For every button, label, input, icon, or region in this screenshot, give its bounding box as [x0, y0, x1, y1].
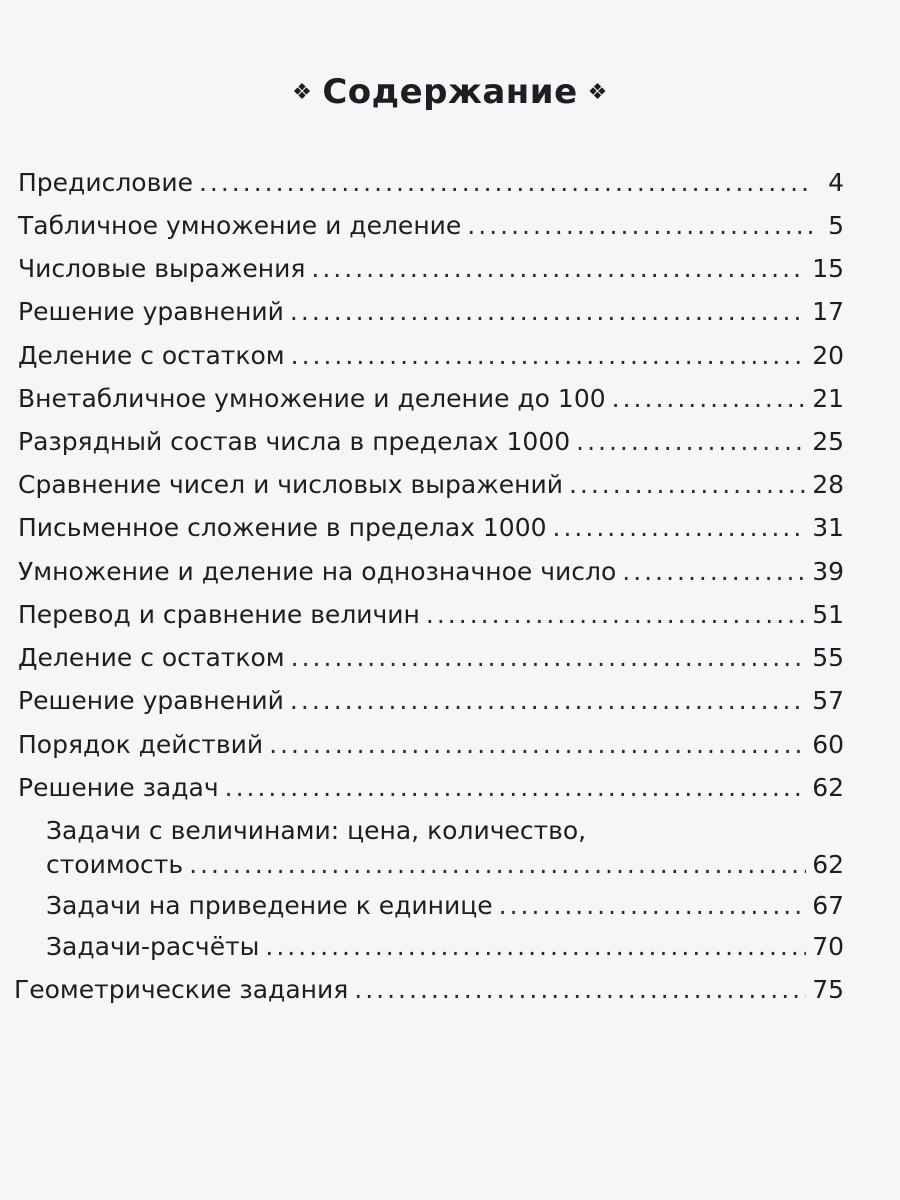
dot-leader [225, 771, 807, 805]
dot-leader [622, 555, 806, 589]
toc-entry [14, 973, 844, 1007]
toc-entry [18, 641, 844, 675]
toc-entry [18, 511, 844, 545]
sub-entry-first-line: Задачи с величинами: цена, количество, [46, 816, 587, 845]
entry-page: 60 [812, 730, 844, 759]
entry-page: 62 [812, 773, 844, 802]
dot-leader [290, 295, 806, 329]
toc-entry [18, 252, 844, 286]
entry-page: 4 [828, 168, 844, 197]
dot-leader [199, 166, 812, 200]
dot-leader [612, 382, 807, 416]
entry-label: Сравнение чисел и числовых выражений [18, 470, 563, 499]
entry-page: 67 [812, 891, 844, 920]
entry-page: 25 [812, 427, 844, 456]
page-title: Содержание [322, 72, 578, 112]
entry-page: 15 [812, 254, 844, 283]
entry-label: Предисловие [18, 168, 193, 197]
toc-entry [18, 295, 844, 329]
dot-leader [269, 728, 806, 762]
entry-page: 57 [812, 686, 844, 715]
entry-page: 51 [812, 600, 844, 629]
toc-entry [18, 382, 844, 416]
toc-entry [18, 771, 844, 805]
dot-leader [426, 598, 806, 632]
dot-leader [576, 425, 806, 459]
toc-sub-entry [46, 930, 844, 964]
toc-entry [18, 728, 844, 762]
toc-entry [18, 425, 844, 459]
entry-label: Порядок действий [18, 730, 264, 759]
entry-page: 21 [812, 384, 844, 413]
entry-page: 39 [812, 557, 844, 586]
dot-leader [189, 848, 806, 882]
entry-page: 55 [812, 643, 844, 672]
toc-entry [18, 468, 844, 502]
entry-label: Внетабличное умножение и деление до 100 [18, 384, 606, 413]
dot-leader [265, 930, 806, 964]
dot-leader [290, 684, 806, 718]
toc-entry [18, 339, 844, 373]
entry-label: стоимость [46, 850, 184, 879]
entry-label: Разрядный состав числа в пределах 1000 [18, 427, 571, 456]
toc-entry [18, 555, 844, 589]
toc-sub-entry [46, 848, 844, 882]
entry-label: Решение задач [18, 773, 219, 802]
ornament-left-icon: ❖ [292, 80, 313, 105]
entry-page: 20 [812, 341, 844, 370]
entry-label: Числовые выражения [18, 254, 306, 283]
entry-page: 5 [828, 211, 844, 240]
entry-label: Умножение и деление на однозначное число [18, 557, 617, 586]
entry-page: 62 [812, 850, 844, 879]
entry-page: 17 [812, 297, 844, 326]
dot-leader [291, 339, 807, 373]
toc-entry [18, 166, 844, 200]
entry-label: Письменное сложение в пределах 1000 [18, 513, 547, 542]
ornament-right-icon: ❖ [587, 80, 608, 105]
dot-leader [553, 511, 807, 545]
entry-label: Деление с остатком [18, 341, 285, 370]
entry-label: Задачи-расчёты [46, 932, 260, 961]
entry-label: Решение уравнений [18, 297, 284, 326]
entry-label: Решение уравнений [18, 686, 284, 715]
entry-page: 28 [812, 470, 844, 499]
entry-page: 75 [812, 975, 844, 1004]
dot-leader [467, 209, 812, 243]
toc-sub-entry [46, 889, 844, 923]
entry-label: Геометрические задания [14, 975, 349, 1004]
entry-label: Табличное умножение и деление [18, 211, 462, 240]
dot-leader [354, 973, 806, 1007]
toc-entry [18, 209, 844, 243]
toc-entry [18, 598, 844, 632]
dot-leader [291, 641, 807, 675]
entry-label: Перевод и сравнение величин [18, 600, 420, 629]
dot-leader [311, 252, 806, 286]
dot-leader [499, 889, 807, 923]
dot-leader [569, 468, 806, 502]
entry-label: Деление с остатком [18, 643, 285, 672]
entry-page: 70 [812, 932, 844, 961]
entry-page: 31 [812, 513, 844, 542]
toc-entry [18, 684, 844, 718]
entry-label: Задачи на приведение к единице [46, 891, 493, 920]
